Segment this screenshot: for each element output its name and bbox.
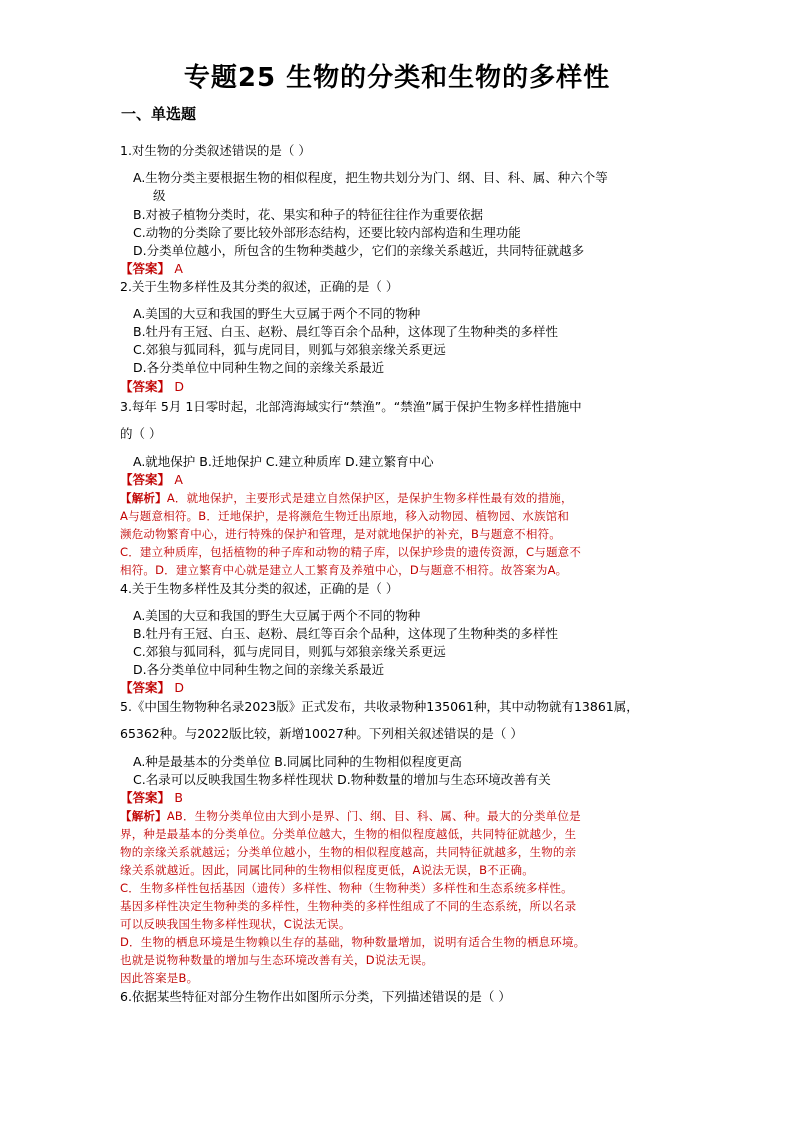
question-1-answer (120, 260, 183, 278)
question-5-options-cd: C.名录可以反映我国生物多样性现状 D.物种数量的增加与生态环境改善有关 (133, 772, 551, 787)
analysis-label: 【解析】 (120, 809, 167, 823)
answer-value: A (174, 472, 183, 487)
analysis-line: 因此答案是B。 (120, 971, 199, 985)
answer-label: 【答案】 (120, 261, 171, 276)
question-4-option-a: A.美国的大豆和我国的野生大豆属于两个不同的物种 (133, 608, 421, 623)
answer-label: 【答案】 (120, 472, 171, 487)
answer-value: D (174, 379, 185, 394)
answer-label: 【答案】 (120, 790, 171, 805)
question-5-stem: 5.《中国生物物种名录2023版》正式发布，共收录物种135061种，其中动物就有13861属， (120, 699, 639, 714)
question-4-answer (120, 679, 184, 697)
question-2-option-a: A.美国的大豆和我国的野生大豆属于两个不同的物种 (133, 306, 421, 321)
analysis-label: 【解析】 (120, 491, 167, 505)
question-1-option-d: D.分类单位越小，所包含的生物种类越少，它们的亲缘关系越近，共同特征就越多 (133, 243, 585, 258)
analysis-line: D．生物的栖息环境是生物赖以生存的基础，物种数量增加，说明有适合生物的栖息环境。 (120, 935, 586, 949)
analysis-line: 相符。D．建立繁育中心就是建立人工繁育及养殖中心，D与题意不相符。故答案为A。 (120, 563, 568, 577)
answer-label: 【答案】 (120, 680, 171, 695)
analysis-line: 濒危动物繁育中心，进行特殊的保护和管理，是对就地保护的补充，B与题意不相符。 (120, 527, 561, 541)
question-2-option-c: C.郊狼与狐同科，狐与虎同目，则狐与郊狼亲缘关系更远 (133, 342, 446, 357)
question-3-analysis (120, 489, 573, 507)
question-1-option-b: B.对被子植物分类时，花、果实和种子的特征往往作为重要依据 (133, 207, 484, 222)
question-1-option-a: A.生物分类主要根据生物的相似程度，把生物共划分为门、纲、目、科、属、种六个等 (133, 170, 608, 185)
analysis-line: C．生物多样性包括基因（遗传）多样性、物种（生物种类）多样性和生态系统多样性。 (120, 881, 573, 895)
question-5-analysis (120, 807, 581, 825)
analysis-text: A．就地保护，主要形式是建立自然保护区，是保护生物多样性最有效的措施， (166, 491, 573, 505)
question-3-stem: 3.每年 5月 1日零时起，北部湾海域实行“禁渔”。“禁渔”属于保护生物多样性措施中 (120, 399, 582, 414)
answer-value: D (174, 680, 185, 695)
analysis-line: 缘关系就越近。因此，同属比同种的生物相似程度更低，A说法无误，B不正确。 (120, 863, 534, 877)
question-1-option-a-cont: 级 (153, 188, 166, 203)
analysis-line: 也就是说物种数量的增加与生态环境改善有关，D说法无误。 (120, 953, 434, 967)
analysis-line: A与题意相符。B．迁地保护，是将濒危生物迁出原地，移入动物园、植物园、水族馆和 (120, 509, 570, 523)
question-2-answer (120, 378, 184, 396)
page-title: 专题25 生物的分类和生物的多样性 (183, 63, 611, 93)
question-2-option-d: D.各分类单位中同种生物之间的亲缘关系最近 (133, 360, 385, 375)
question-3-stem-cont: 的（ ） (120, 426, 162, 441)
analysis-line: 物的亲缘关系就越远；分类单位越小，生物的相似程度越高，共同特征就越多，生物的亲 (120, 845, 577, 859)
question-4-option-d: D.各分类单位中同种生物之间的亲缘关系最近 (133, 662, 385, 677)
question-3-answer (120, 471, 183, 489)
answer-value: A (174, 261, 183, 276)
question-1-option-c: C.动物的分类除了要比较外部形态结构，还要比较内部构造和生理功能 (133, 225, 521, 240)
question-5-options-ab: A.种是最基本的分类单位 B.同属比同种的生物相似程度更高 (133, 754, 462, 769)
question-4-option-b: B.牡丹有王冠、白玉、赵粉、晨红等百余个品种，这体现了生物种类的多样性 (133, 626, 559, 641)
analysis-text: AB．生物分类单位由大到小是界、门、纲、目、科、属、种。最大的分类单位是 (166, 809, 581, 823)
answer-value: B (174, 790, 183, 805)
question-1-stem: 1.对生物的分类叙述错误的是（ ） (120, 143, 311, 158)
analysis-line: 界，种是最基本的分类单位。分类单位越大，生物的相似程度越低，共同特征就越少，生 (120, 827, 577, 841)
analysis-line: C．建立种质库，包括植物的种子库和动物的精子库，以保护珍贵的遗传资源，C与题意不 (120, 545, 582, 559)
question-2-option-b: B.牡丹有王冠、白玉、赵粉、晨红等百余个品种，这体现了生物种类的多样性 (133, 324, 559, 339)
question-6-stem: 6.依据某些特征对部分生物作出如图所示分类，下列描述错误的是（ ） (120, 989, 511, 1004)
question-4-option-c: C.郊狼与狐同科，狐与虎同目，则狐与郊狼亲缘关系更远 (133, 644, 446, 659)
analysis-line: 可以反映我国生物多样性现状，C说法无误。 (120, 917, 351, 931)
question-2-stem: 2.关于生物多样性及其分类的叙述，正确的是（ ） (120, 279, 399, 294)
question-5-stem-cont: 65362种。与2022版比较，新增10027种。下列相关叙述错误的是（ ） (120, 726, 523, 741)
question-3-options: A.就地保护 B.迁地保护 C.建立种质库 D.建立繁育中心 (133, 454, 434, 469)
question-5-answer (120, 789, 183, 807)
analysis-line: 基因多样性决定生物种类的多样性，生物种类的多样性组成了不同的生态系统，所以名录 (120, 899, 577, 913)
answer-label: 【答案】 (120, 379, 171, 394)
section-heading: 一、单选题 (121, 105, 197, 123)
question-4-stem: 4.关于生物多样性及其分类的叙述，正确的是（ ） (120, 581, 399, 596)
